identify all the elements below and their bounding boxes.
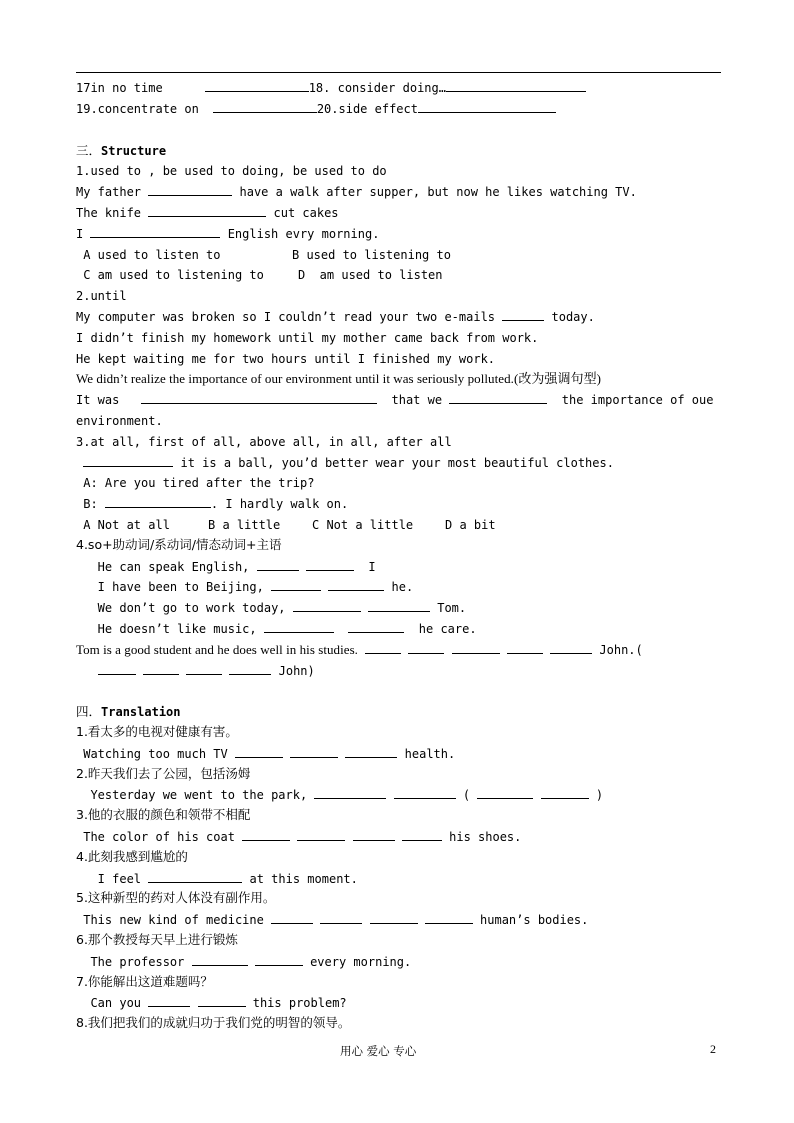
- translation-prompt-6: 6.那个教授每天早上进行锻炼: [76, 932, 238, 947]
- blank[interactable]: [198, 995, 246, 1007]
- blank[interactable]: [370, 912, 418, 924]
- vocab-line-17-18: [76, 80, 721, 96]
- blank[interactable]: [148, 871, 242, 883]
- structure-sentence-instruction: We didn’t realize the importance of our environment until it was seriously polluted.(改为强调句型): [76, 371, 601, 386]
- blank[interactable]: [320, 912, 362, 924]
- structure-question-cont: John): [76, 663, 721, 679]
- blank[interactable]: [264, 621, 334, 633]
- blank[interactable]: [293, 600, 361, 612]
- translation-answer-2: Yesterday we went to the park, ( ): [76, 788, 604, 802]
- translation-answer-6: The professor every morning.: [76, 955, 412, 969]
- translation-answer-1: Watching too much TV health.: [76, 747, 456, 761]
- blank[interactable]: [541, 787, 589, 799]
- blank[interactable]: [141, 392, 377, 404]
- blank[interactable]: [402, 829, 442, 841]
- blank[interactable]: [148, 184, 232, 196]
- blank[interactable]: [213, 101, 317, 113]
- vocab-item-20: 20.side effect: [316, 102, 418, 116]
- translation-prompt-2: 2.昨天我们去了公园，包括汤姆: [76, 766, 251, 781]
- translation-answer-5: This new kind of medicine human’s bodies.: [76, 913, 589, 927]
- blank[interactable]: [365, 642, 401, 654]
- translation-prompt-3: 3.他的衣服的颜色和领带不相配: [76, 807, 251, 822]
- section-heading-translation: 四．Translation: [76, 704, 181, 719]
- translation-prompt-1: 1.看太多的电视对健康有害。: [76, 724, 238, 739]
- blank[interactable]: [229, 663, 271, 675]
- blank[interactable]: [408, 642, 444, 654]
- blank[interactable]: [328, 579, 384, 591]
- structure-title-4: 4.so+助动词/系动词/情态动词+主语: [76, 537, 282, 552]
- structure-options: [76, 247, 721, 263]
- blank[interactable]: [143, 663, 179, 675]
- option-d: D am used to listen: [298, 268, 443, 282]
- structure-sentence: He kept waiting me for two hours until I finished my work.: [76, 352, 496, 366]
- blank[interactable]: [507, 642, 543, 654]
- translation-prompt-8: 8.我们把我们的成就归功于我们党的明智的领导。: [76, 1015, 351, 1030]
- structure-question: We don’t go to work today, Tom.: [76, 601, 467, 615]
- blank[interactable]: [290, 746, 338, 758]
- blank[interactable]: [83, 455, 173, 467]
- structure-question: My computer was broken so I couldn’t read your two e-mails today.: [76, 310, 595, 324]
- blank[interactable]: [255, 954, 303, 966]
- blank[interactable]: [452, 642, 500, 654]
- option-b: B used to listening to: [292, 248, 451, 262]
- structure-question: The knife cut cakes: [76, 206, 339, 220]
- vocab-item-19: 19.concentrate on: [76, 102, 199, 116]
- blank[interactable]: [550, 642, 592, 654]
- blank[interactable]: [235, 746, 283, 758]
- blank[interactable]: [271, 579, 321, 591]
- blank[interactable]: [394, 787, 456, 799]
- blank[interactable]: [271, 912, 313, 924]
- blank[interactable]: [306, 559, 354, 571]
- translation-prompt-4: 4.此刻我感到尴尬的: [76, 849, 188, 864]
- structure-question: It was that we the importance of oue: [76, 393, 714, 407]
- blank[interactable]: [345, 746, 397, 758]
- translation-answer-3: The color of his coat his shoes.: [76, 830, 522, 844]
- blank[interactable]: [449, 392, 547, 404]
- structure-options: [76, 267, 721, 283]
- structure-question: Tom is a good student and he does well in his studies. John.(: [76, 642, 643, 657]
- structure-question: it is a ball, you’d better wear your most beautiful clothes.: [76, 455, 721, 471]
- structure-dialog-b: B: . I hardly walk on.: [76, 497, 349, 511]
- option-a: A used to listen to: [76, 248, 221, 262]
- blank[interactable]: [314, 787, 386, 799]
- structure-sentence: I didn’t finish my homework until my mother came back from work.: [76, 331, 539, 345]
- blank[interactable]: [105, 496, 211, 508]
- blank[interactable]: [192, 954, 248, 966]
- blank[interactable]: [297, 829, 345, 841]
- structure-sentence: environment.: [76, 414, 163, 428]
- translation-answer-4: I feel at this moment.: [76, 872, 358, 886]
- structure-options: A Not at all B a little C Not a little D a bit: [76, 518, 496, 532]
- structure-question: He can speak English, I: [76, 560, 376, 574]
- header-rule: [76, 72, 721, 73]
- structure-question: I have been to Beijing, he.: [76, 580, 414, 594]
- blank[interactable]: [90, 226, 220, 238]
- vocab-line-19-20: [76, 101, 721, 117]
- blank[interactable]: [418, 101, 556, 113]
- structure-question: He doesn’t like music, he care.: [76, 622, 477, 636]
- blank[interactable]: [242, 829, 290, 841]
- blank[interactable]: [502, 309, 544, 321]
- blank[interactable]: [205, 80, 309, 92]
- vocab-item-18: 18. consider doing…: [308, 81, 446, 95]
- blank[interactable]: [368, 600, 430, 612]
- blank[interactable]: [148, 205, 266, 217]
- blank[interactable]: [257, 559, 299, 571]
- blank[interactable]: [186, 663, 222, 675]
- structure-question: I English evry morning.: [76, 227, 380, 241]
- blank[interactable]: [348, 621, 404, 633]
- structure-question: My father have a walk after supper, but now he likes watching TV.: [76, 185, 637, 199]
- page-number: 2: [710, 1042, 716, 1056]
- translation-prompt-5: 5.这种新型的药对人体没有副作用。: [76, 890, 276, 905]
- blank[interactable]: [446, 80, 586, 92]
- translation-prompt-7: 7.你能解出这道难题吗？: [76, 974, 213, 989]
- structure-title-3: 3.at all, first of all, above all, in all, after all: [76, 435, 452, 449]
- structure-dialog-a: A: Are you tired after the trip?: [76, 476, 315, 490]
- translation-answer-7: Can you this problem?: [76, 996, 347, 1010]
- blank[interactable]: [98, 663, 136, 675]
- vocab-item-17: 17in no time: [76, 81, 163, 95]
- structure-title-1: 1.used to , be used to doing, be used to do: [76, 164, 387, 178]
- blank[interactable]: [148, 995, 190, 1007]
- blank[interactable]: [477, 787, 533, 799]
- footer-motto: 用心 爱心 专心: [340, 1044, 417, 1058]
- section-heading-structure: 三．Structure: [76, 143, 167, 158]
- blank[interactable]: [353, 829, 395, 841]
- option-c: C am used to listening to: [76, 268, 264, 282]
- blank[interactable]: [425, 912, 473, 924]
- structure-title-2: 2.until: [76, 289, 127, 303]
